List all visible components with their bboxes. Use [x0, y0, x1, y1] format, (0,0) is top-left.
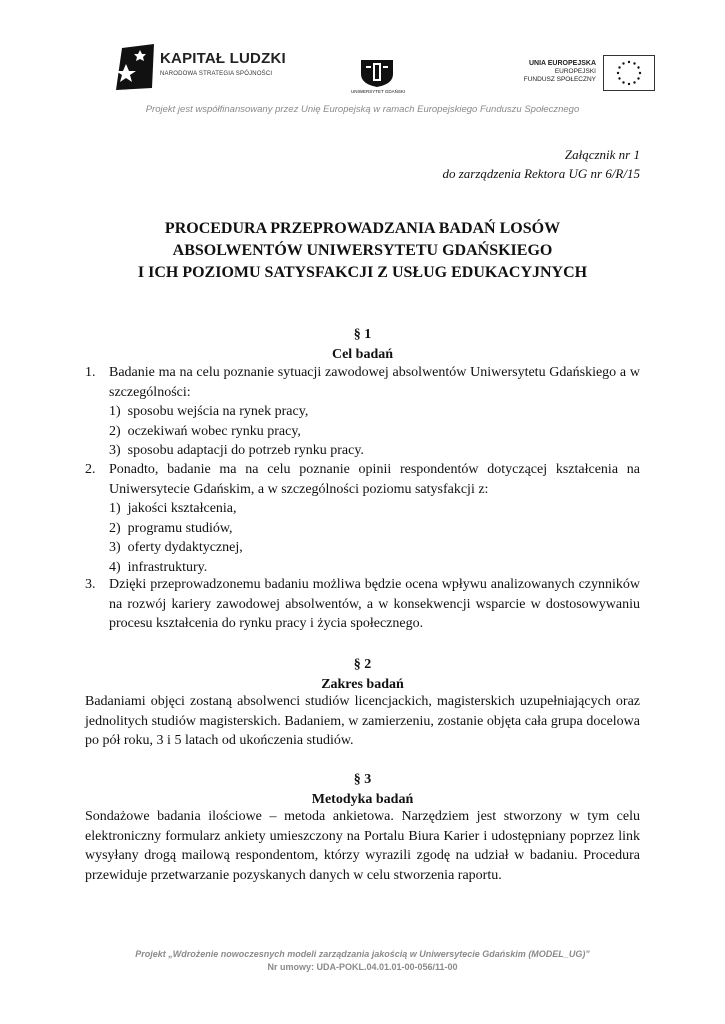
item-text: Ponadto, badanie ma na celu poznanie opinii respondentów dotyczącej kształcenia na Uniwersytecie Gdańskim, a w szczególności poziomu satysfakcji z:: [109, 462, 640, 497]
kapital-ludzki-logo: [112, 44, 286, 94]
cofinancing-note: Projekt jest współfinansowany przez Unię Europejską w ramach Europejskiego Funduszu Społecznego: [145, 104, 580, 115]
sub-item: [109, 422, 629, 442]
title-line-3: I ICH POZIOMU SATYSFAKCJI Z USŁUG EDUKACYJNYCH: [137, 264, 588, 281]
document-title: [60, 218, 665, 284]
item-number: 2.: [85, 462, 96, 477]
sub-item-number: 1): [109, 404, 121, 419]
sub-item: [109, 519, 629, 539]
annex-line-1: Załącznik nr 1: [564, 147, 640, 162]
kapital-ludzki-emblem-icon: [112, 44, 156, 90]
sub-item: [109, 499, 629, 519]
sub-item-text: sposobu wejścia na rynek pracy,: [127, 404, 309, 419]
footer: [0, 948, 725, 974]
sub-item: [109, 441, 629, 461]
ug-logo: [351, 56, 406, 100]
sub-item-number: 2): [109, 423, 121, 439]
section-1-item-1-subitems: [109, 402, 629, 461]
sub-item: [109, 538, 629, 558]
annex-reference: [442, 145, 640, 183]
section-3-number: § 3: [353, 772, 372, 787]
section-3-heading: Metodyka badań: [311, 792, 414, 807]
eu-line-2: EUROPEJSKI: [554, 68, 596, 75]
sub-item-text: infrastruktury.: [127, 559, 208, 575]
sub-item: [109, 402, 629, 422]
footer-project: Projekt „Wdrożenie nowoczesnych modeli zarządzania jakością w Uniwersytecie Gdańskim (MODEL_UG)”: [135, 949, 590, 959]
kapital-ludzki-title: KAPITAŁ LUDZKI: [160, 50, 286, 67]
sub-item-text: sposobu adaptacji do potrzeb rynku pracy.: [127, 443, 364, 459]
sub-item-number: 2): [109, 520, 121, 536]
kapital-ludzki-subtitle: NARODOWA STRATEGIA SPÓJNOŚCI: [160, 71, 273, 77]
item-number: 1.: [85, 365, 96, 380]
footer-contract: Nr umowy: UDA-POKL.04.01.01-00-056/11-00: [267, 962, 458, 972]
item-number: 3.: [85, 577, 96, 592]
sub-item-number: 4): [109, 559, 121, 575]
section-1-item-3: [85, 575, 640, 635]
section-3-text: Sondażowe badania ilościowe – metoda ankietowa. Narzędziem jest stworzony w tym celu elektroniczny formularz ankiety umieszczony na Portalu Biura Karier i udostępniany poprzez link wysyłany drogą mailową respondentom, którzy wyrazili zgodę na udział w badaniu. Procedura przewiduje przetwarzanie pozyskanych danych w celu stworzenia raportu.: [85, 809, 640, 883]
section-2-number: § 2: [353, 657, 372, 672]
eu-line-1: UNIA EUROPEJSKA: [528, 60, 596, 67]
section-1-item-2-subitems: [109, 499, 629, 577]
section-1-heading: Cel badań: [331, 347, 394, 362]
item-text: Badanie ma na celu poznanie sytuacji zawodowej absolwentów Uniwersytetu Gdańskiego a w szczególności:: [109, 365, 640, 400]
ug-crest-icon: [355, 56, 399, 88]
sub-item-number: 1): [109, 501, 121, 516]
section-2-heading: Zakres badań: [321, 677, 404, 692]
sub-item-number: 3): [109, 540, 121, 556]
eu-flag: [603, 55, 655, 91]
title-line-2: ABSOLWENTÓW UNIWERSYTETU GDAŃSKIEGO: [172, 242, 553, 259]
eu-line-3: FUNDUSZ SPOŁECZNY: [523, 76, 596, 83]
sub-item-text: oferty dydaktycznej,: [127, 540, 243, 556]
eu-text: [500, 59, 596, 84]
section-1-number: § 1: [353, 327, 372, 342]
item-text: Dzięki przeprowadzonemu badaniu możliwa będzie ocena wpływu analizowanych czynników na rozwój kariery zawodowej absolwentów, a w konsekwencji wsparcie w dostosowywaniu procesu kształcenia do rynku pracy i życia społecznego.: [109, 577, 640, 632]
section-2-text: Badaniami objęci zostaną absolwenci studiów licencjackich, magisterskich uzupełniających oraz jednolitych studiów magisterskich. Badaniem, w zamierzeniu, zostanie objęta cała grupa docelowa po pół roku, 3 i 5 latach od ukończenia studiów.: [85, 694, 640, 749]
eu-stars-icon: [604, 56, 654, 90]
section-1-item-2: [85, 460, 640, 500]
ug-caption: UNIWERSYTET GDAŃSKI: [351, 89, 406, 94]
annex-line-2: do zarządzenia Rektora UG nr 6/R/15: [442, 166, 640, 181]
sub-item-text: programu studiów,: [127, 520, 233, 536]
title-line-1: PROCEDURA PRZEPROWADZANIA BADAŃ LOSÓW: [164, 220, 561, 237]
sub-item-text: oczekiwań wobec rynku pracy,: [127, 423, 301, 439]
sub-item-text: jakości kształcenia,: [127, 501, 237, 516]
sub-item-number: 3): [109, 443, 121, 459]
